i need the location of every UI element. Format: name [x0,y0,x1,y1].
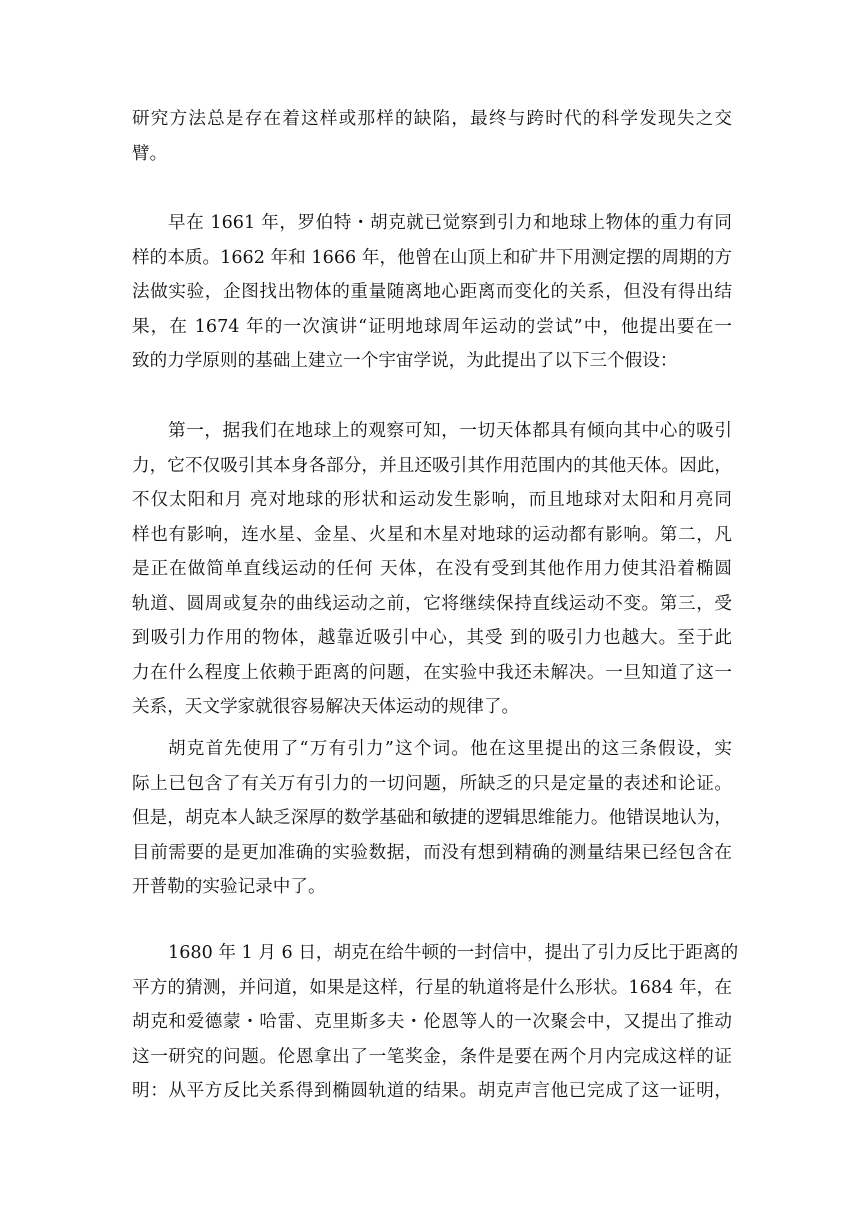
paragraph-hooke-1680-letter [132,936,739,1109]
text-line: 1680 年 1 月 6 日，胡克在给牛顿的一封信中，提出了引力反比于距离的 [168,943,739,963]
text-line: 到吸引力作用的物体，越靠近吸引中心，其受 到的吸引力也越大。至于此 [132,628,732,648]
paragraph-hooke-1661 [132,206,732,379]
text-line: 目前需要的是更加准确的实验数据，而没有想到精确的测量结果已经包含在 [132,842,732,863]
text-line: 法做实验，企图找出物体的重量随离地心距离而变化的关系，但没有得出结 [132,282,732,302]
text-line: 样也有影响，连水星、金星、火星和木星对地球的运动都有影响。第二，凡 [132,524,732,545]
text-line: 是正在做简单直线运动的任何 天体，在没有受到其他作用力使其沿着椭圆 [132,559,732,579]
paragraph-method-flaws [132,102,732,171]
text-line: 胡克首先使用了“万有引力”这个词。他在这里提出的这三条假设，实 [168,739,732,759]
text-line: 轨道、圆周或复杂的曲线运动之前，它将继续保持直线运动不变。第三，受 [132,593,732,614]
paragraph-three-hypotheses [132,414,732,725]
text-line: 样的本质。1662 年和 1666 年，他曾在山顶上和矿井下用测定摆的周期的方 [132,247,732,268]
text-line: 胡克和爱德蒙・哈雷、克里斯多夫・伦恩等人的一次聚会中，又提出了推动 [132,1012,732,1032]
text-line: 第一，据我们在地球上的观察可知，一切天体都具有倾向其中心的吸引 [168,421,732,441]
text-line: 开普勒的实验记录中了。 [132,877,326,897]
text-line: 果，在 1674 年的一次演讲“证明地球周年运动的尝试”中，他提出要在一 [132,316,732,337]
text-line: 致的力学原则的基础上建立一个宇宙学说，为此提出了以下三个假设： [132,351,678,371]
text-line: 臂。 [132,143,168,164]
text-line: 关系，天文学家就很容易解决天体运动的规律了。 [132,697,520,717]
paragraph-universal-gravitation [132,732,732,905]
text-line: 不仅太阳和月 亮对地球的形状和运动发生影响，而且地球对太阳和月亮同 [132,490,732,510]
text-line: 这一研究的问题。伦恩拿出了一笔奖金，条件是要在两个月内完成这样的证 [132,1046,732,1067]
text-line: 但是，胡克本人缺乏深厚的数学基础和敏捷的逻辑思维能力。他错误地认为， [132,808,732,828]
text-line: 力在什么程度上依赖于距离的问题，在实验中我还未解决。一旦知道了这一 [132,662,732,683]
text-line: 平方的猜测，并问道，如果是这样，行星的轨道将是什么形状。1684 年，在 [132,977,732,998]
text-line: 际上已包含了有关万有引力的一切问题，所缺乏的只是定量的表述和论证。 [132,773,732,794]
text-line: 早在 1661 年，罗伯特・胡克就已觉察到引力和地球上物体的重力有同 [168,213,732,233]
text-line: 明：从平方反比关系得到椭圆轨道的结果。胡克声言他已完成了这一证明， [132,1081,732,1101]
text-line: 力，它不仅吸引其本身各部分，并且还吸引其作用范围内的其他天体。因此， [132,455,732,476]
text-line: 研究方法总是存在着这样或那样的缺陷，最终与跨时代的科学发现失之交 [132,109,732,129]
